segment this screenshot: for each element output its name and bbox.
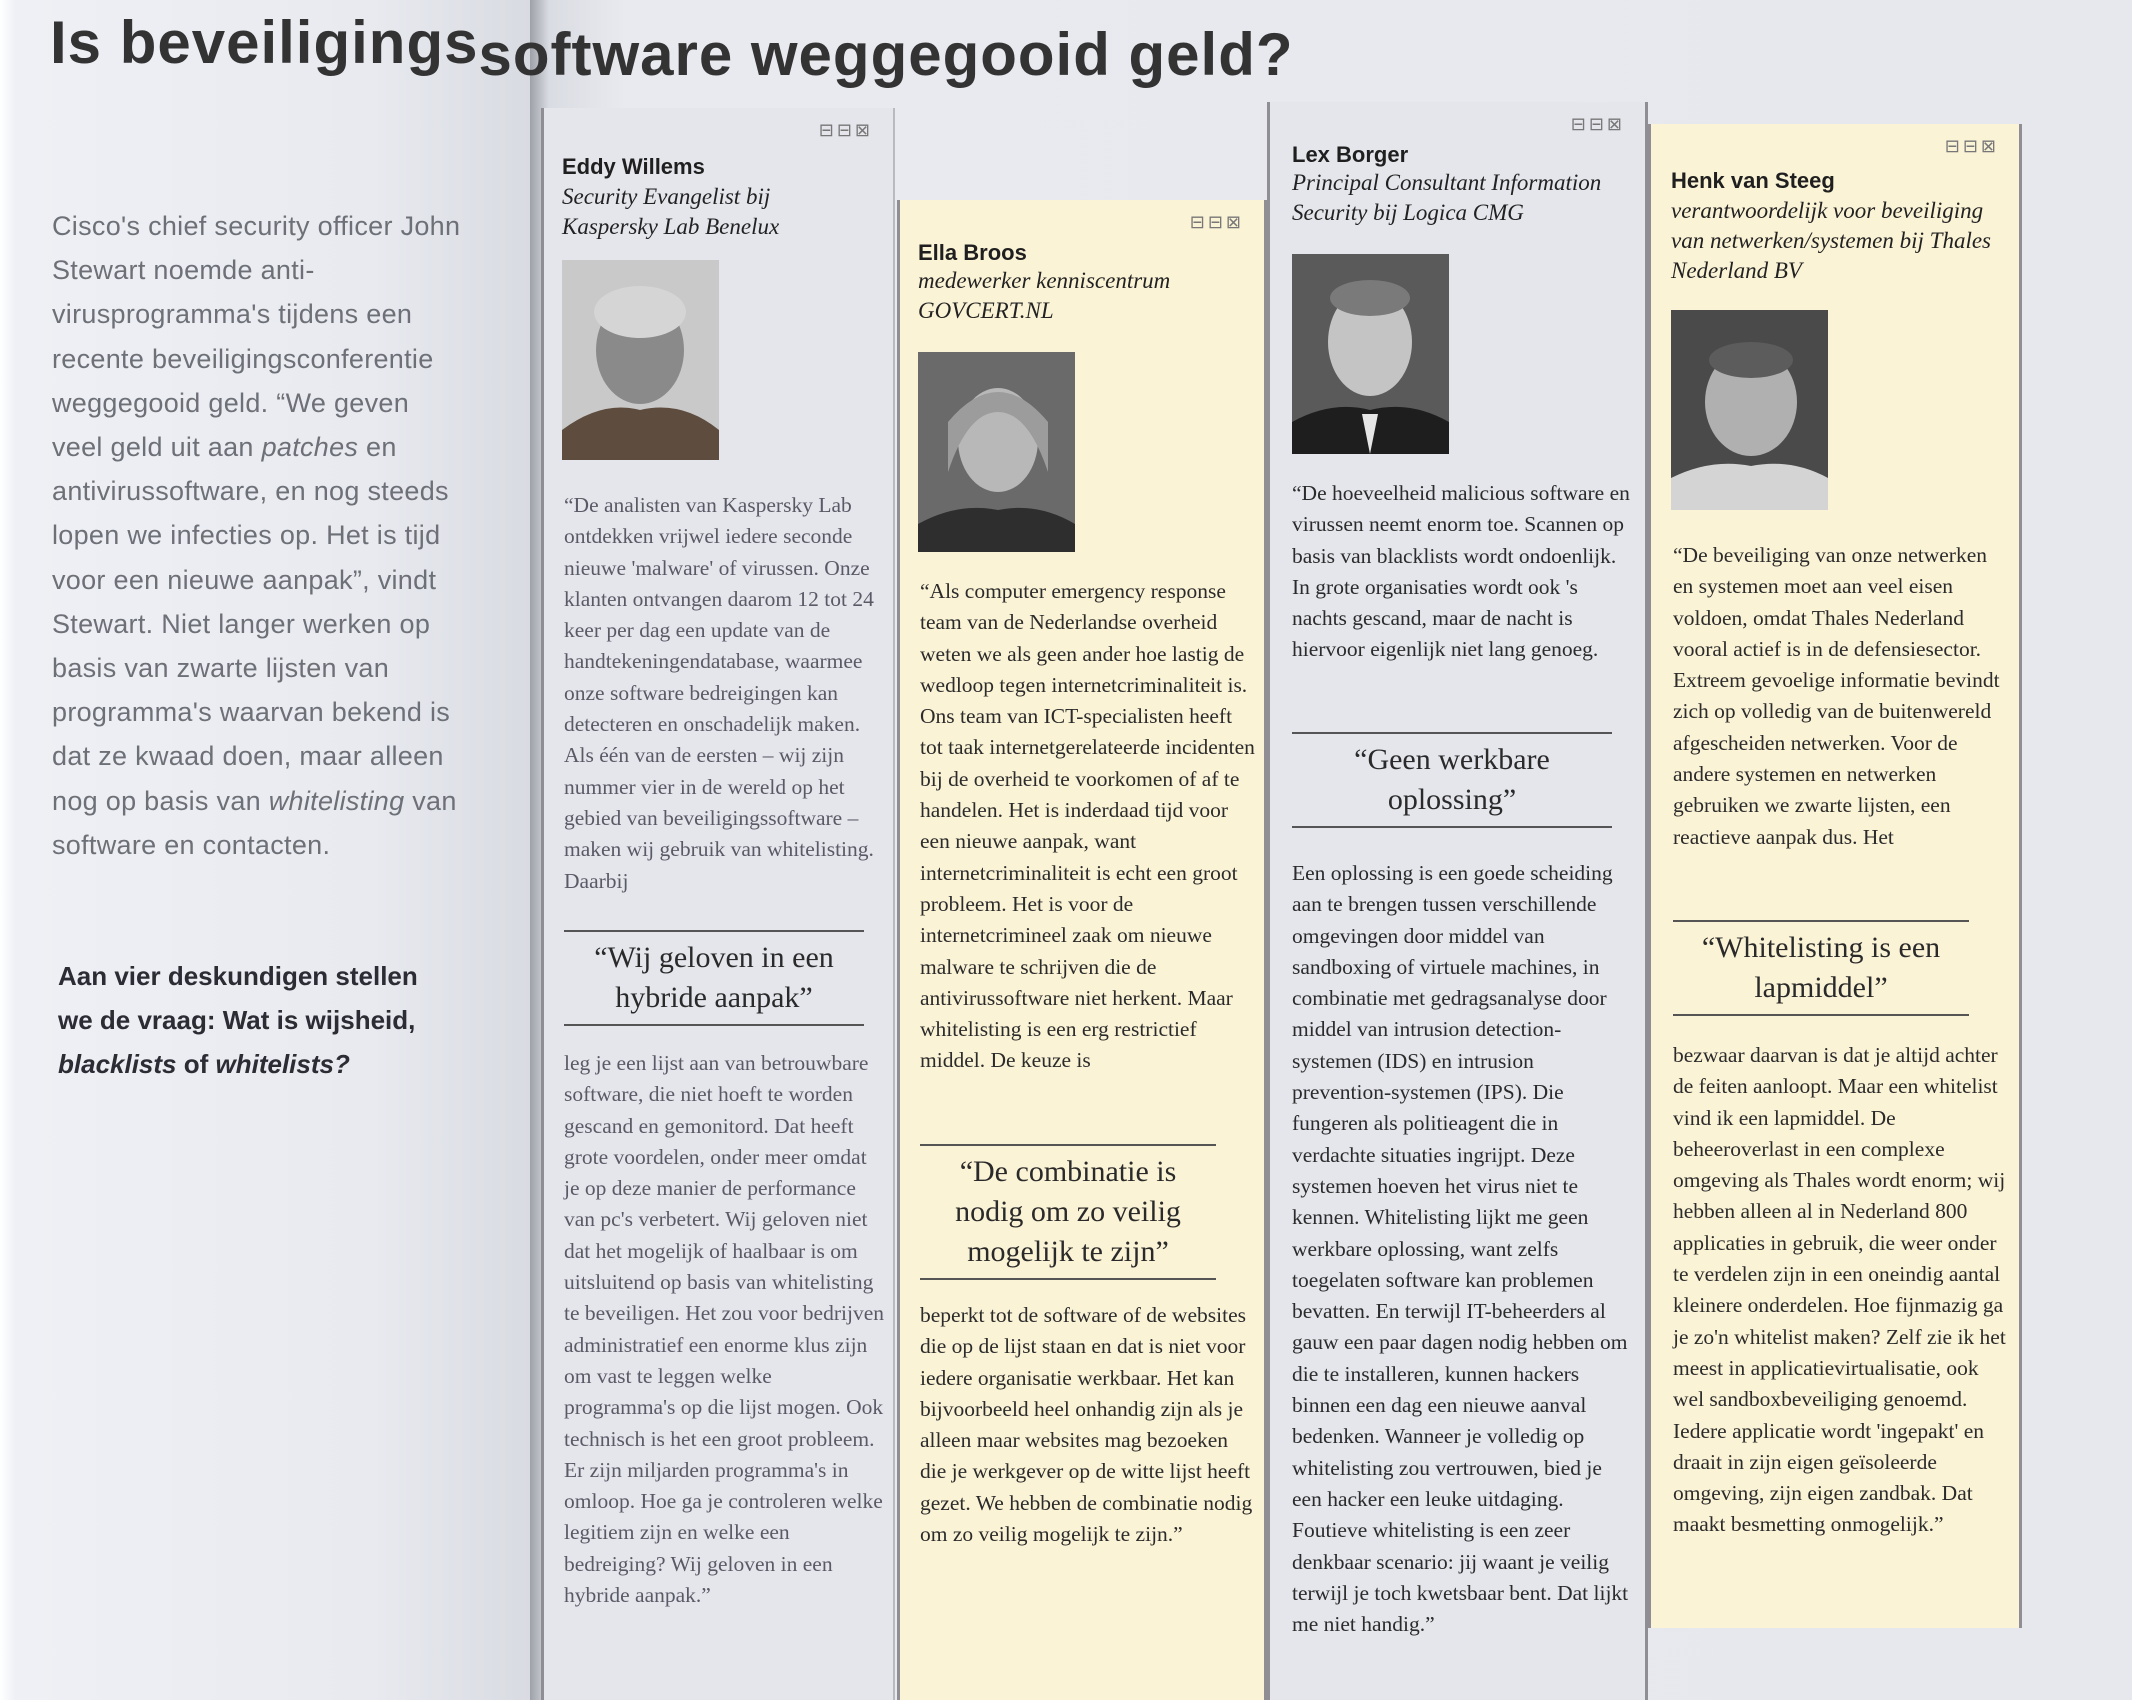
intro-paragraph: [52, 204, 462, 867]
expert-column-lex-borger: [1267, 102, 1648, 1700]
expert-answer-part-2: bezwaar daarvan is dat je altijd achter de feiten aanloopt. Maar een whitelist vind ik een lapmiddel. De beheeroverlast in een complexe omgeving als Thales wordt enorm; wij hebben alleen al in Nederland 800 applicaties in gebruik, die weer onder te verdelen zijn in een oneindig aantal kleinere onderdelen. Hoe fijnmazig ga je zo'n whitelist maken? Zelf zie ik het meest in applicatievirtualisatie, ook wel sandboxbeveiliging genoemd. Iedere applicatie wordt 'ingepakt' en draait in zijn eigen geïsoleerde omgeving, zijn eigen zandbak. Dat maakt besmetting onmogelijk.”: [1673, 1043, 2006, 1537]
intro-text-2: en antivirussoftware, en nog steeds lopen we infecties op. Het is tijd voor een nieuwe aanpak”, vindt Stewart. Niet langer werken op basis van zwarte lijsten van programma's waarvan bekend is dat ze kwaad doen, maar alleen nog op basis van: [52, 432, 451, 816]
portrait-icon: [562, 260, 719, 460]
expert-answer-part-1: “De analisten van Kaspersky Lab ontdekken vrijwel iedere seconde nieuwe 'malware' of virussen. Onze klanten ontvangen daarom 12 tot 24 keer per dag een update van de handtekeningendatabase, waarmee onze software bedreigingen kan detecteren en onschadelijk maken. Als één van de eersten – wij zijn nummer vier in de wereld op het gebied van beveiligingssoftware – maken wij gebruik van whitelisting. Daarbij: [564, 493, 874, 893]
intro-text-1: Cisco's chief security officer John Stewart noemde anti-virusprogramma's tijdens een recente beveiligingsconferentie weggegooid geld. “We geven veel geld uit aan: [52, 211, 461, 463]
expert-column-henk-van-steeg: [1648, 124, 2022, 1628]
expert-role: Security Evangelist bij Kaspersky Lab Benelux: [562, 184, 780, 239]
intro-text-3: van software en contacten.: [52, 785, 457, 860]
expert-answer-part-1: “De hoeveelheid malicious software en virussen neemt enorm toe. Scannen op basis van blacklists wordt ondoenlijk. In grote organisaties wordt ook 's nachts gescand, maar de nacht is hiervoor eigenlijk niet lang genoeg.: [1292, 481, 1630, 662]
expert-answer-part-1: “Als computer emergency response team van de Nederlandse overheid weten we als geen ander hoe lastig de wedloop tegen internetcriminaliteit is. Ons team van ICT-specialisten heeft tot taak internetgerelateerde incidenten bij de overheid te voorkomen of af te handelen. Het is inderdaad tijd voor een nieuwe aanpak, want internetcriminaliteit is echt een groot probleem. Het is voor de internetcrimineel zaak om nieuwe malware te schrijven die de antivirussoftware niet herkent. Maar whitelisting is een erg restrictief middel. De keuze is: [920, 579, 1255, 1073]
expert-role: verantwoordelijk voor beveiliging van netwerken/systemen bij Thales Nederland BV: [1671, 198, 1992, 283]
question-text: Aan vier deskundigen stellen we de vraag: Wat is wijsheid,: [58, 961, 418, 1035]
expert-answer-part-1: “De beveiliging van onze netwerken en systemen moet aan veel eisen voldoen, omdat Thales Nederland vooral actief is in de defensiesector. Extreem gevoelige informatie bevindt zich op volledig van de buitenwereld afgescheiden netwerken. Voor de andere systemen en netwerken gebruiken we zwarte lijsten, een reactieve aanpak dus. Het: [1673, 543, 2000, 849]
window-buttons-icon: ⊟⊟⊠: [1570, 114, 1625, 135]
pull-quote: “De combinatie is nodig om zo veilig mogelijk te zijn”: [920, 1144, 1216, 1280]
pull-quote: “Whitelisting is een lapmiddel”: [1673, 920, 1969, 1016]
expert-name: Eddy Willems: [562, 154, 705, 179]
window-buttons-icon: ⊟⊟⊠: [818, 120, 873, 141]
expert-photo: [1292, 254, 1449, 454]
portrait-icon: [1292, 254, 1449, 454]
expert-answer-part-2: leg je een lijst aan van betrouwbare software, die niet hoeft te worden gescand en gemonitord. Dat heeft grote voordelen, onder meer omdat je op deze manier de performance van pc's verbetert. Wij geloven niet dat het mogelijk of haalbaar is om uitsluitend op basis van whitelisting te beveiligen. Het zou voor bedrijven administratief een enorme klus zijn om vast te leggen welke programma's op die lijst mogen. Ook technisch is het een groot probleem. Er zijn miljarden programma's in omloop. Hoe ga je controleren welke legitiem zijn en welke een bedreiging? Wij geloven in een hybride aanpak.”: [564, 1051, 885, 1608]
expert-name: Lex Borger: [1292, 142, 1409, 167]
expert-photo: [1671, 310, 1828, 510]
page-title: [50, 8, 1294, 88]
intro-emphasis-whitelisting: whitelisting: [268, 785, 405, 816]
question-paragraph: [58, 954, 458, 1086]
portrait-icon: [1671, 310, 1828, 510]
expert-name: Henk van Steeg: [1671, 168, 1835, 193]
window-buttons-icon: ⊟⊟⊠: [1944, 136, 1999, 157]
expert-photo: [918, 352, 1075, 552]
intro-emphasis-patches: patches: [261, 432, 359, 463]
expert-role: Principal Consultant Information Security bij Logica CMG: [1292, 170, 1602, 225]
expert-role: medewerker kenniscentrum GOVCERT.NL: [918, 268, 1171, 323]
portrait-icon: [918, 352, 1075, 552]
title-part-2: software weggegooid geld?: [478, 21, 1294, 88]
pull-quote: “Geen werkbare oplossing”: [1292, 732, 1612, 828]
expert-column-eddy-willems: [541, 108, 895, 1700]
question-whitelists: whitelists?: [215, 1049, 350, 1079]
expert-answer-part-2: Een oplossing is een goede scheiding aan te brengen tussen verschillende omgevingen door middel van sandboxing of virtuele machines, in combinatie met gedragsanalyse door middel van intrusion detection-systemen (IDS) en intrusion prevention-systemen (IPS). Die fungeren als politieagent die in verdachte situaties ingrijpt. Deze systemen hoeven het virus niet te kennen. Whitelisting lijkt me geen werkbare oplossing, want zelfs toegelaten software kan problemen bevatten. En terwijl IT-beheerders al gauw een paar dagen nodig hebben om die te installeren, kunnen hackers binnen een dag een nieuwe aanval bedenken. Wanneer je volledig op whitelisting zou vertrouwen, bied je een hacker een leuke uitdaging. Foutieve whitelisting is een zeer denkbaar scenario: jij waant je veilig terwijl je toch kwetsbaar bent. Dat lijkt me niet handig.”: [1292, 861, 1629, 1637]
title-part-1: Is beveiligings: [50, 9, 479, 76]
window-buttons-icon: ⊟⊟⊠: [1189, 212, 1244, 233]
expert-photo: [562, 260, 719, 460]
expert-name: Ella Broos: [918, 240, 1027, 265]
question-of: of: [176, 1049, 216, 1079]
expert-answer-part-2: beperkt tot de software of de websites die op de lijst staan en dat is niet voor iedere organisatie werkbaar. Het kan bijvoorbeeld heel onhandig zijn als je alleen maar websites mag bezoeken die je werkgever op de witte lijst heeft gezet. We hebben de combinatie nodig om zo veilig mogelijk te zijn.”: [920, 1303, 1253, 1547]
expert-column-ella-broos: [897, 200, 1267, 1700]
pull-quote: “Wij geloven in een hybride aanpak”: [564, 930, 864, 1026]
question-blacklists: blacklists: [58, 1049, 177, 1079]
